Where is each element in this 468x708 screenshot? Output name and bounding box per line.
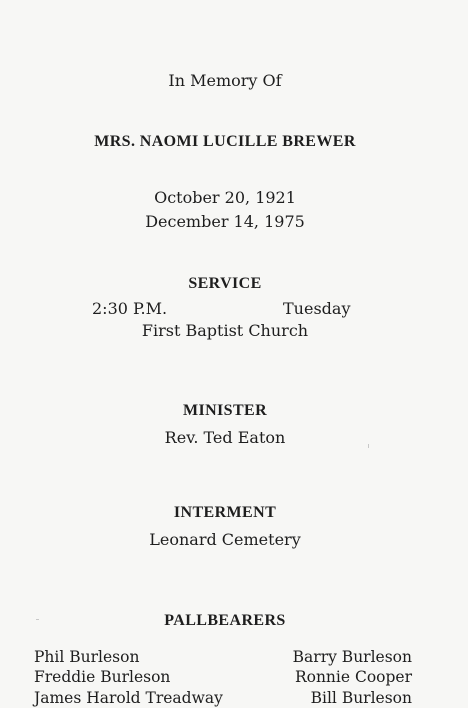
interment-heading: INTERMENT <box>173 504 277 521</box>
interment-place: Leonard Cemetery <box>149 530 301 549</box>
pallbearers-heading: PALLBEARERS <box>164 612 286 629</box>
pallbearer-name: Ronnie Cooper <box>294 668 412 686</box>
pallbearer-name: Phil Burleson <box>34 648 140 666</box>
pallbearer-name: Freddie Burleson <box>34 668 171 686</box>
paper-speck <box>368 444 369 448</box>
birth-date: October 20, 1921 <box>154 188 296 207</box>
in-memory-heading: In Memory Of <box>168 71 282 90</box>
service-day: Tuesday <box>283 299 351 318</box>
service-location: First Baptist Church <box>141 321 309 340</box>
pallbearer-name: Bill Burleson <box>310 689 412 707</box>
paper-speck <box>36 619 39 620</box>
death-date: December 14, 1975 <box>145 212 305 231</box>
pallbearer-name: James Harold Treadway <box>34 689 223 707</box>
service-time-row <box>0 299 468 319</box>
service-heading: SERVICE <box>188 275 262 292</box>
service-time: 2:30 P.M. <box>92 299 168 318</box>
minister-name: Rev. Ted Eaton <box>164 428 286 447</box>
minister-heading: MINISTER <box>182 402 268 419</box>
deceased-name: MRS. NAOMI LUCILLE BREWER <box>94 133 356 150</box>
pallbearer-name: Barry Burleson <box>292 648 412 666</box>
